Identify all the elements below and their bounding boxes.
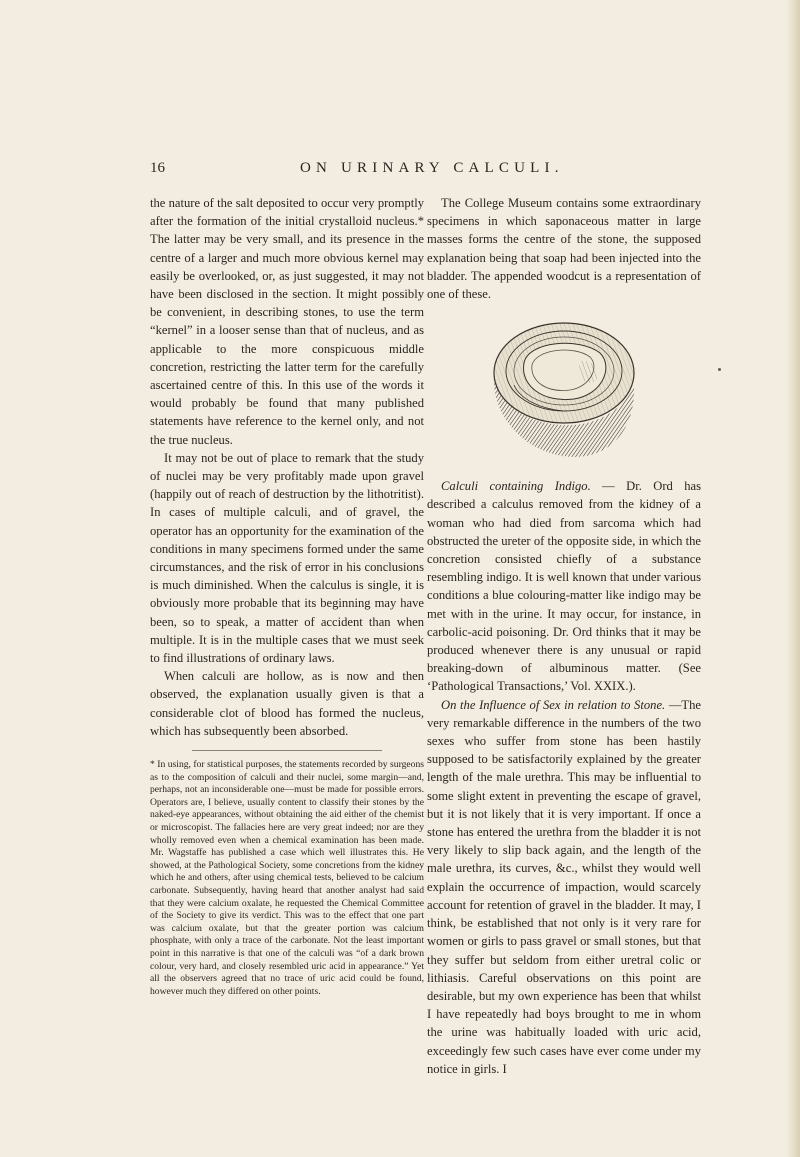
indigo-paragraph — [427, 477, 701, 695]
body-paragraph: It may not be out of place to remark that the study of nuclei may be very profitably made upon gravel (happily out of reach of destruction by the lithotritist). In cases of multiple calculi, and of gravel, the operator has an opportunity for the examination of the conditions in many specimens formed under the same circumstances, and the risk of error in his conclusions is much diminished. When the calculus is single, it is obviously more probable that its beginning may have been, so to speak, a matter of accident than when multiple. It is in the multiple cases that we must seek to find illustrations of ordinary laws. — [150, 450, 424, 666]
footnote: * In using, for statistical purposes, the statements recorded by surgeons as to the composition of calculi and their nuclei, some margin—and, perhaps, not an inconsiderable one—must be made for possible errors. Operators are, I believe, usually content to classify their stones by the naked-eye appearances, without obtaining the aid either of the chemist or microscopist. The fallacies here are very great indeed; nor are they wholly removed even when a chemical examination has been made. Mr. Wagstaffe has published a case which well illustrates this. He showed, at the Pathological Society, some concretions from the kidney which he and others, after using chemical tests, believed to be calcium carbonate. Subsequently, having heard that another analyst had said that they were calcium oxalate, he requested the Chemical Committee of the Society to give its verdict. This was to the effect that one part was calcium oxalate, but that the greater portion was calcium phosphate, with only a trace of the carbonate. Not the least important point in this narrative is that one of the calculi was “of a dark brown colour, very hard, and closely resembled uric acid in appearance.” Yet all the observers agreed that no trace of uric acid could be found, however much they differed on other points. — [150, 759, 424, 997]
running-title: ON URINARY CALCULI. — [300, 160, 564, 176]
body-paragraph: the nature of the salt deposited to occur very promptly after the formation of the initial crystalloid nucleus.* The latter may be very small, and its presence in the centre of a larger and much more obvious kernel may easily be overlooked, or, as just suggested, it may not have been disclosed in the section. It might possibly be convenient, in describing stones, to use the term “kernel” in a looser sense than that of nucleus, and as applicable to the more conspicuous middle concretion, restricting the latter term for the carefully ascertained centre of this. In this use of the words it would probably be found that many published statements have reference to the kernel only, and not the true nucleus. — [150, 196, 424, 447]
margin-mark — [718, 368, 721, 371]
page-number: 16 — [150, 160, 165, 176]
calculus-woodcut-icon — [484, 315, 644, 463]
right-column — [427, 194, 701, 1078]
section-heading-indigo: Calculi containing Indigo. — [441, 479, 591, 494]
page-header — [150, 160, 660, 184]
woodcut-figure — [427, 315, 701, 463]
body-paragraph: The College Museum contains some extraordinary specimens in which saponaceous matter in large masses forms the centre of the stone, the supposed explanation being that soap had been injected into the bladder. The appended woodcut is a representation of one of these. — [427, 196, 701, 302]
page-edge-shadow — [786, 0, 800, 1157]
indigo-text: — Dr. Ord has described a calculus removed from the kidney of a woman who had died from sarcoma which had obstructed the ureter of the opposite side, in which the concretion consisted chiefly of a substance resembling indigo. It is well known that under various conditions a blue colouring-matter like indigo may be met with in the urine. It may occur, for instance, in carbolic-acid poisoning. Dr. Ord thinks that it may be produced whenever there is any unusual or rapid breaking-down of albuminous matter. (See ‘Pathological Transactions,’ Vol. XXIX.). — [427, 479, 701, 694]
sex-text: —The very remarkable difference in the numbers of the two sexes who suffer from stone has been hastily supposed to be satisfactorily explained by the greater length of the male urethra. This may be influential to some slight extent in preventing the escape of gravel, but it is not likely that it is very important. If once a stone has entered the urethra from the bladder it is not very likely to slip back again, and the length of the male urethra, its curves, &c., whilst they would well explain the occurrence of impaction, would scarcely account for retention of gravel in the bladder. It may, I think, be established that not only is it very rare for women or girls to pass gravel or small stones, but that they suffer but seldom from either uretral colic or lithiasis. Careful observations on this point are desirable, but my own experience has been that whilst I have repeatedly had boys brought to me in whom the urine was habitually loaded with uric acid, exceedingly few such cases have ever come under my notice in girls. I — [427, 697, 702, 1076]
footnote-rule — [192, 750, 382, 751]
sex-paragraph — [427, 696, 701, 1078]
body-paragraph: When calculi are hollow, as is now and then observed, the explanation usually given is that a considerable clot of blood has formed the nucleus, which has subsequently been absorbed. — [150, 669, 424, 738]
left-column — [150, 194, 424, 998]
section-heading-sex: On the Influence of Sex in relation to Stone. — [441, 697, 666, 712]
